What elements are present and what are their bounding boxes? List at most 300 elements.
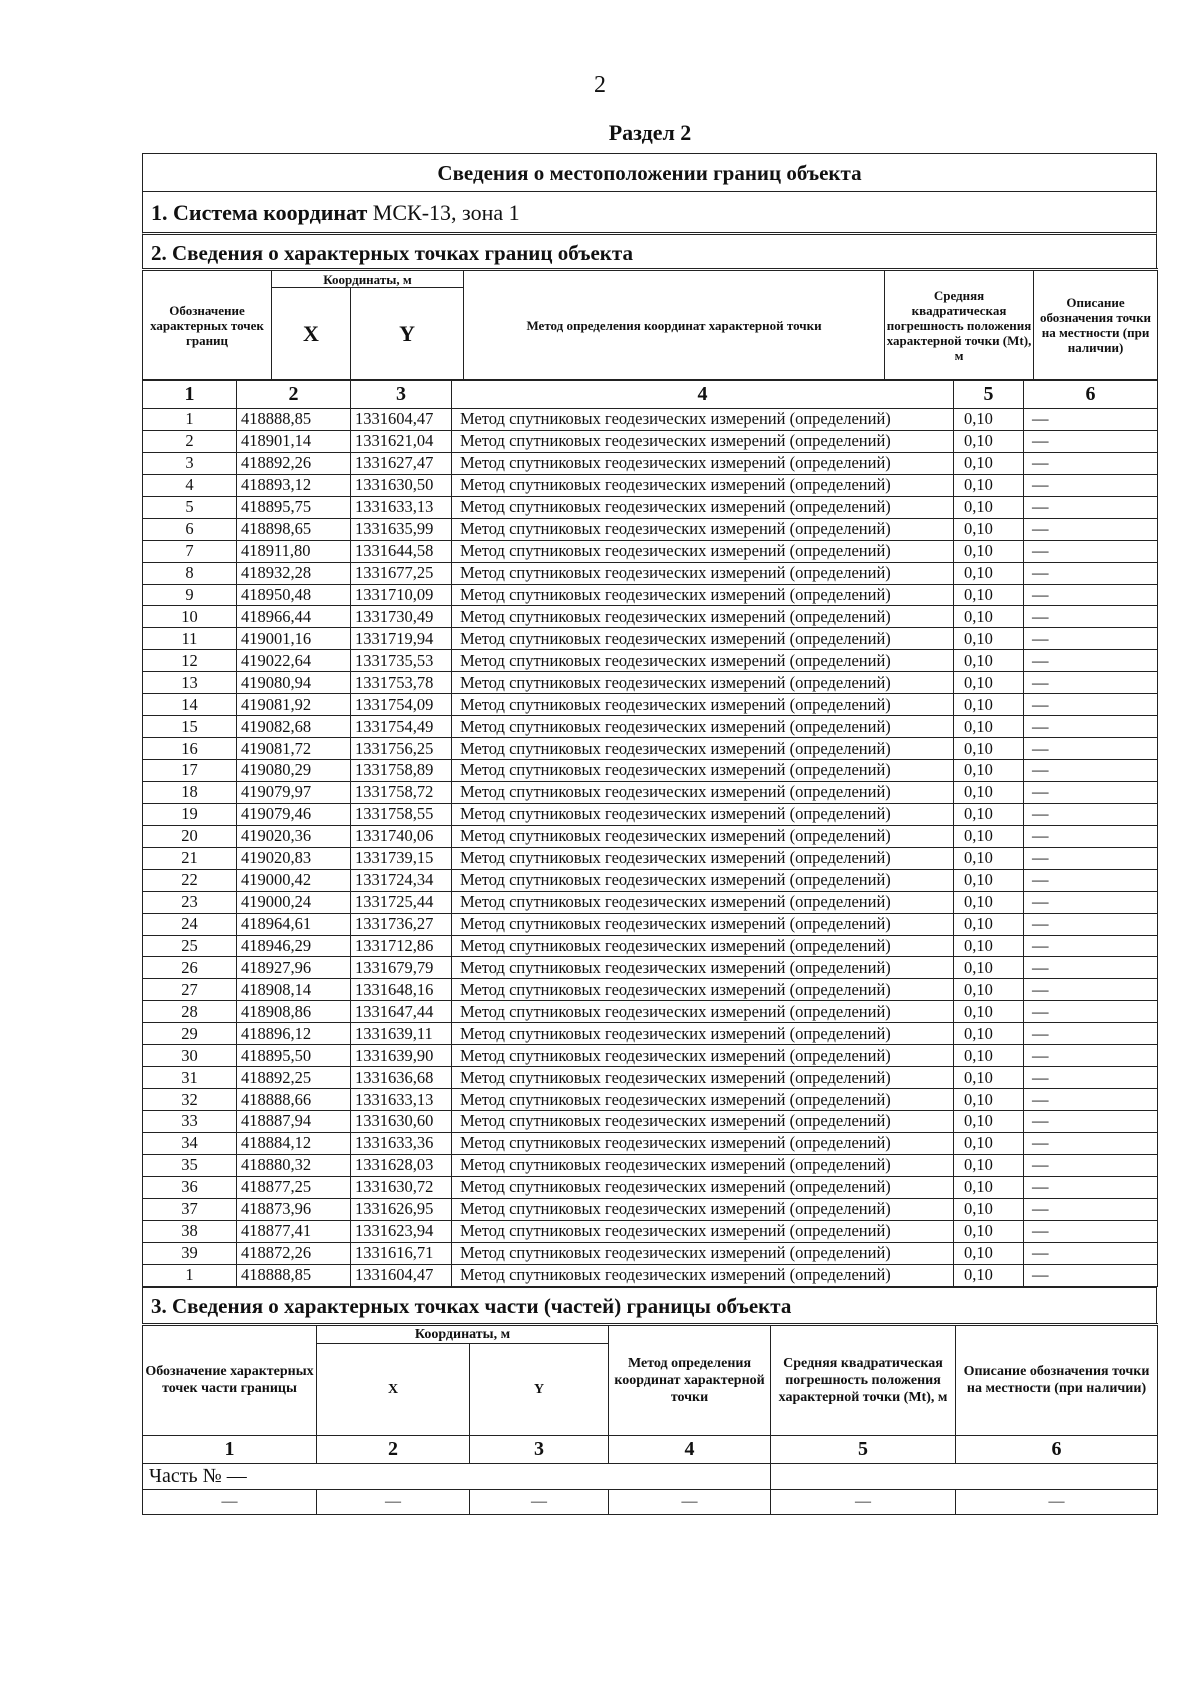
parts-column-number-5: 5	[771, 1435, 956, 1463]
table-row	[143, 584, 1158, 606]
point-id: 16	[143, 738, 237, 760]
error-value: 0,10	[954, 584, 1024, 606]
point-id: 14	[143, 694, 237, 716]
x-coordinate: 418877,41	[237, 1220, 351, 1242]
method: Метод спутниковых геодезических измерений (определений)	[452, 1176, 954, 1198]
y-coordinate: 1331604,47	[351, 1264, 452, 1286]
description: —	[1024, 540, 1158, 562]
table-row	[143, 913, 1158, 935]
x-coordinate: 419079,46	[237, 803, 351, 825]
method: Метод спутниковых геодезических измерений (определений)	[452, 957, 954, 979]
header-description: Описание обозначения точки на местности (при наличии)	[1034, 270, 1158, 380]
x-coordinate: 418873,96	[237, 1198, 351, 1220]
x-coordinate: 418892,25	[237, 1067, 351, 1089]
y-coordinate: 1331648,16	[351, 979, 452, 1001]
y-coordinate: 1331739,15	[351, 847, 452, 869]
table-row	[143, 518, 1158, 540]
y-coordinate: 1331756,25	[351, 738, 452, 760]
point-id: 15	[143, 716, 237, 738]
point-id: 37	[143, 1198, 237, 1220]
parts-header-x: X	[317, 1343, 470, 1435]
description: —	[1024, 869, 1158, 891]
description: —	[1024, 825, 1158, 847]
y-coordinate: 1331719,94	[351, 628, 452, 650]
point-id: 10	[143, 606, 237, 628]
y-coordinate: 1331626,95	[351, 1198, 452, 1220]
x-coordinate: 419020,36	[237, 825, 351, 847]
column-number-1: 1	[143, 381, 237, 409]
header-x: X	[272, 288, 351, 380]
x-coordinate: 419080,94	[237, 672, 351, 694]
y-coordinate: 1331628,03	[351, 1154, 452, 1176]
error-value: 0,10	[954, 1023, 1024, 1045]
boundary-info-block	[142, 153, 1157, 1515]
point-id: 6	[143, 518, 237, 540]
description: —	[1024, 430, 1158, 452]
point-id: 18	[143, 781, 237, 803]
method: Метод спутниковых геодезических измерений (определений)	[452, 452, 954, 474]
table-row	[143, 1242, 1158, 1264]
parts-header-y: Y	[470, 1343, 609, 1435]
point-id: 31	[143, 1067, 237, 1089]
error-value: 0,10	[954, 738, 1024, 760]
table-row	[143, 672, 1158, 694]
y-coordinate: 1331758,55	[351, 803, 452, 825]
y-coordinate: 1331627,47	[351, 452, 452, 474]
y-coordinate: 1331644,58	[351, 540, 452, 562]
y-coordinate: 1331736,27	[351, 913, 452, 935]
header-error: Средняя квадратическая погрешность положения характерной точки (Mt), м	[885, 270, 1034, 380]
method: Метод спутниковых геодезических измерений (определений)	[452, 1132, 954, 1154]
table-row	[143, 738, 1158, 760]
x-coordinate: 418888,85	[237, 409, 351, 431]
y-coordinate: 1331679,79	[351, 957, 452, 979]
y-coordinate: 1331758,72	[351, 781, 452, 803]
method: Метод спутниковых геодезических измерений (определений)	[452, 1111, 954, 1133]
x-coordinate: 419079,97	[237, 781, 351, 803]
x-coordinate: 418950,48	[237, 584, 351, 606]
point-id: 27	[143, 979, 237, 1001]
description: —	[1024, 716, 1158, 738]
points-section-title: 2. Сведения о характерных точках границ объекта	[142, 232, 1157, 268]
description: —	[1024, 562, 1158, 584]
error-value: 0,10	[954, 1067, 1024, 1089]
description: —	[1024, 1001, 1158, 1023]
description: —	[1024, 957, 1158, 979]
point-id: 19	[143, 803, 237, 825]
method: Метод спутниковых геодезических измерений (определений)	[452, 584, 954, 606]
y-coordinate: 1331735,53	[351, 650, 452, 672]
x-coordinate: 419000,24	[237, 891, 351, 913]
description: —	[1024, 1045, 1158, 1067]
point-id: 13	[143, 672, 237, 694]
x-coordinate: 418877,25	[237, 1176, 351, 1198]
y-coordinate: 1331712,86	[351, 935, 452, 957]
method: Метод спутниковых геодезических измерений (определений)	[452, 803, 954, 825]
method: Метод спутниковых геодезических измерений (определений)	[452, 847, 954, 869]
dash-cell: —	[609, 1489, 771, 1514]
point-id: 7	[143, 540, 237, 562]
method: Метод спутниковых геодезических измерений (определений)	[452, 825, 954, 847]
parts-table	[142, 1323, 1158, 1515]
y-coordinate: 1331604,47	[351, 409, 452, 431]
table-row	[143, 979, 1158, 1001]
error-value: 0,10	[954, 1176, 1024, 1198]
table-row	[143, 781, 1158, 803]
error-value: 0,10	[954, 935, 1024, 957]
table-row	[143, 496, 1158, 518]
error-value: 0,10	[954, 518, 1024, 540]
column-number-3: 3	[351, 381, 452, 409]
points-header-table	[142, 268, 1158, 380]
point-id: 12	[143, 650, 237, 672]
x-coordinate: 419001,16	[237, 628, 351, 650]
description: —	[1024, 979, 1158, 1001]
y-coordinate: 1331636,68	[351, 1067, 452, 1089]
method: Метод спутниковых геодезических измерений (определений)	[452, 869, 954, 891]
y-coordinate: 1331724,34	[351, 869, 452, 891]
column-number-6: 6	[1024, 381, 1158, 409]
error-value: 0,10	[954, 1198, 1024, 1220]
table-row	[143, 1132, 1158, 1154]
error-value: 0,10	[954, 1264, 1024, 1286]
y-coordinate: 1331753,78	[351, 672, 452, 694]
error-value: 0,10	[954, 760, 1024, 782]
coord-system	[142, 191, 1157, 232]
table-row	[143, 562, 1158, 584]
parts-header-designation: Обозначение характерных точек части границы	[143, 1324, 317, 1435]
parts-column-number-6: 6	[956, 1435, 1158, 1463]
table-row	[143, 935, 1158, 957]
table-row	[143, 409, 1158, 431]
error-value: 0,10	[954, 716, 1024, 738]
x-coordinate: 418927,96	[237, 957, 351, 979]
description: —	[1024, 672, 1158, 694]
description: —	[1024, 1132, 1158, 1154]
parts-header-error: Средняя квадратическая погрешность положения характерной точки (Mt), м	[771, 1324, 956, 1435]
description: —	[1024, 1067, 1158, 1089]
description: —	[1024, 847, 1158, 869]
y-coordinate: 1331630,50	[351, 474, 452, 496]
error-value: 0,10	[954, 562, 1024, 584]
method: Метод спутниковых геодезических измерений (определений)	[452, 540, 954, 562]
table-row	[143, 1067, 1158, 1089]
header-method: Метод определения координат характерной точки	[464, 270, 885, 380]
x-coordinate: 418932,28	[237, 562, 351, 584]
error-value: 0,10	[954, 1045, 1024, 1067]
table-row	[143, 474, 1158, 496]
x-coordinate: 418908,14	[237, 979, 351, 1001]
point-id: 34	[143, 1132, 237, 1154]
y-coordinate: 1331639,90	[351, 1045, 452, 1067]
table-row	[143, 957, 1158, 979]
x-coordinate: 419020,83	[237, 847, 351, 869]
description: —	[1024, 1023, 1158, 1045]
method: Метод спутниковых геодезических измерений (определений)	[452, 1045, 954, 1067]
parts-column-number-3: 3	[470, 1435, 609, 1463]
table-row	[143, 869, 1158, 891]
x-coordinate: 418887,94	[237, 1111, 351, 1133]
table-row	[143, 650, 1158, 672]
error-value: 0,10	[954, 694, 1024, 716]
description: —	[1024, 781, 1158, 803]
error-value: 0,10	[954, 628, 1024, 650]
description: —	[1024, 738, 1158, 760]
point-id: 22	[143, 869, 237, 891]
y-coordinate: 1331710,09	[351, 584, 452, 606]
parts-dash-row	[143, 1489, 1158, 1514]
error-value: 0,10	[954, 452, 1024, 474]
parts-header-description: Описание обозначения точки на местности (при наличии)	[956, 1324, 1158, 1435]
description: —	[1024, 1220, 1158, 1242]
column-numbers-row	[143, 381, 1158, 409]
point-id: 4	[143, 474, 237, 496]
error-value: 0,10	[954, 1132, 1024, 1154]
point-id: 17	[143, 760, 237, 782]
x-coordinate: 418895,50	[237, 1045, 351, 1067]
table-row	[143, 1220, 1158, 1242]
error-value: 0,10	[954, 606, 1024, 628]
x-coordinate: 418901,14	[237, 430, 351, 452]
table-row	[143, 540, 1158, 562]
description: —	[1024, 1264, 1158, 1286]
method: Метод спутниковых геодезических измерений (определений)	[452, 496, 954, 518]
point-id: 32	[143, 1089, 237, 1111]
y-coordinate: 1331633,36	[351, 1132, 452, 1154]
point-id: 8	[143, 562, 237, 584]
description: —	[1024, 1089, 1158, 1111]
x-coordinate: 418884,12	[237, 1132, 351, 1154]
description: —	[1024, 760, 1158, 782]
table-row	[143, 606, 1158, 628]
method: Метод спутниковых геодезических измерений (определений)	[452, 891, 954, 913]
method: Метод спутниковых геодезических измерений (определений)	[452, 979, 954, 1001]
point-id: 29	[143, 1023, 237, 1045]
point-id: 36	[143, 1176, 237, 1198]
error-value: 0,10	[954, 1089, 1024, 1111]
method: Метод спутниковых геодезических измерений (определений)	[452, 781, 954, 803]
error-value: 0,10	[954, 847, 1024, 869]
point-id: 1	[143, 1264, 237, 1286]
table-row	[143, 452, 1158, 474]
method: Метод спутниковых геодезических измерений (определений)	[452, 1001, 954, 1023]
x-coordinate: 419000,42	[237, 869, 351, 891]
parts-section-title: 3. Сведения о характерных точках части (частей) границы объекта	[142, 1287, 1157, 1323]
method: Метод спутниковых геодезических измерений (определений)	[452, 1089, 954, 1111]
error-value: 0,10	[954, 430, 1024, 452]
part-row	[143, 1463, 1158, 1489]
method: Метод спутниковых геодезических измерений (определений)	[452, 913, 954, 935]
x-coordinate: 419082,68	[237, 716, 351, 738]
section-title: Раздел 2	[608, 120, 692, 145]
x-coordinate: 418964,61	[237, 913, 351, 935]
dash-cell: —	[771, 1489, 956, 1514]
method: Метод спутниковых геодезических измерений (определений)	[452, 672, 954, 694]
point-id: 2	[143, 430, 237, 452]
table-row	[143, 1001, 1158, 1023]
x-coordinate: 418892,26	[237, 452, 351, 474]
description: —	[1024, 1242, 1158, 1264]
point-id: 3	[143, 452, 237, 474]
description: —	[1024, 891, 1158, 913]
x-coordinate: 418911,80	[237, 540, 351, 562]
parts-column-number-1: 1	[143, 1435, 317, 1463]
table-row	[143, 694, 1158, 716]
dash-cell: —	[143, 1489, 317, 1514]
description: —	[1024, 935, 1158, 957]
point-id: 11	[143, 628, 237, 650]
error-value: 0,10	[954, 869, 1024, 891]
description: —	[1024, 1198, 1158, 1220]
parts-column-numbers	[143, 1435, 1158, 1463]
dash-cell: —	[317, 1489, 470, 1514]
point-id: 39	[143, 1242, 237, 1264]
table-row	[143, 1176, 1158, 1198]
header-coords: Координаты, м	[272, 270, 464, 288]
x-coordinate: 418966,44	[237, 606, 351, 628]
parts-header-coords: Координаты, м	[317, 1324, 609, 1343]
y-coordinate: 1331635,99	[351, 518, 452, 540]
point-id: 20	[143, 825, 237, 847]
error-value: 0,10	[954, 474, 1024, 496]
y-coordinate: 1331677,25	[351, 562, 452, 584]
y-coordinate: 1331647,44	[351, 1001, 452, 1023]
x-coordinate: 419022,64	[237, 650, 351, 672]
x-coordinate: 418872,26	[237, 1242, 351, 1264]
error-value: 0,10	[954, 825, 1024, 847]
y-coordinate: 1331740,06	[351, 825, 452, 847]
error-value: 0,10	[954, 913, 1024, 935]
description: —	[1024, 1111, 1158, 1133]
description: —	[1024, 1154, 1158, 1176]
table-row	[143, 1045, 1158, 1067]
error-value: 0,10	[954, 1154, 1024, 1176]
table-row	[143, 1023, 1158, 1045]
point-id: 26	[143, 957, 237, 979]
description: —	[1024, 518, 1158, 540]
method: Метод спутниковых геодезических измерений (определений)	[452, 760, 954, 782]
method: Метод спутниковых геодезических измерений (определений)	[452, 1264, 954, 1286]
y-coordinate: 1331616,71	[351, 1242, 452, 1264]
error-value: 0,10	[954, 781, 1024, 803]
parts-column-number-4: 4	[609, 1435, 771, 1463]
method: Метод спутниковых геодезических измерений (определений)	[452, 694, 954, 716]
method: Метод спутниковых геодезических измерений (определений)	[452, 1154, 954, 1176]
x-coordinate: 418896,12	[237, 1023, 351, 1045]
description: —	[1024, 452, 1158, 474]
error-value: 0,10	[954, 803, 1024, 825]
parts-header-method: Метод определения координат характерной точки	[609, 1324, 771, 1435]
y-coordinate: 1331754,09	[351, 694, 452, 716]
table-row	[143, 1089, 1158, 1111]
method: Метод спутниковых геодезических измерений (определений)	[452, 562, 954, 584]
point-id: 24	[143, 913, 237, 935]
error-value: 0,10	[954, 496, 1024, 518]
x-coordinate: 419081,92	[237, 694, 351, 716]
description: —	[1024, 803, 1158, 825]
table-row	[143, 1154, 1158, 1176]
y-coordinate: 1331630,60	[351, 1111, 452, 1133]
method: Метод спутниковых геодезических измерений (определений)	[452, 518, 954, 540]
method: Метод спутниковых геодезических измерений (определений)	[452, 1023, 954, 1045]
error-value: 0,10	[954, 1220, 1024, 1242]
description: —	[1024, 1176, 1158, 1198]
table-row	[143, 1198, 1158, 1220]
x-coordinate: 419081,72	[237, 738, 351, 760]
dash-cell: —	[470, 1489, 609, 1514]
y-coordinate: 1331623,94	[351, 1220, 452, 1242]
description: —	[1024, 474, 1158, 496]
coord-system-value: МСК-13, зона 1	[372, 200, 520, 225]
point-id: 33	[143, 1111, 237, 1133]
column-number-4: 4	[452, 381, 954, 409]
method: Метод спутниковых геодезических измерений (определений)	[452, 935, 954, 957]
method: Метод спутниковых геодезических измерений (определений)	[452, 430, 954, 452]
table-row	[143, 1111, 1158, 1133]
table-row	[143, 803, 1158, 825]
table-row	[143, 891, 1158, 913]
description: —	[1024, 913, 1158, 935]
part-label: Часть № —	[143, 1463, 771, 1489]
header-designation: Обозначение характерных точек границ	[143, 270, 272, 380]
table-row	[143, 825, 1158, 847]
point-id: 1	[143, 409, 237, 431]
y-coordinate: 1331621,04	[351, 430, 452, 452]
column-number-5: 5	[954, 381, 1024, 409]
x-coordinate: 418946,29	[237, 935, 351, 957]
column-number-2: 2	[237, 381, 351, 409]
points-table	[142, 380, 1158, 1287]
method: Метод спутниковых геодезических измерений (определений)	[452, 716, 954, 738]
table-row	[143, 1264, 1158, 1286]
x-coordinate: 418895,75	[237, 496, 351, 518]
error-value: 0,10	[954, 891, 1024, 913]
error-value: 0,10	[954, 1111, 1024, 1133]
x-coordinate: 418880,32	[237, 1154, 351, 1176]
method: Метод спутниковых геодезических измерений (определений)	[452, 1242, 954, 1264]
y-coordinate: 1331639,11	[351, 1023, 452, 1045]
x-coordinate: 419080,29	[237, 760, 351, 782]
table-row	[143, 847, 1158, 869]
description: —	[1024, 650, 1158, 672]
point-id: 5	[143, 496, 237, 518]
point-id: 23	[143, 891, 237, 913]
method: Метод спутниковых геодезических измерений (определений)	[452, 1067, 954, 1089]
description: —	[1024, 409, 1158, 431]
x-coordinate: 418908,86	[237, 1001, 351, 1023]
point-id: 9	[143, 584, 237, 606]
method: Метод спутниковых геодезических измерений (определений)	[452, 1220, 954, 1242]
parts-column-number-2: 2	[317, 1435, 470, 1463]
description: —	[1024, 628, 1158, 650]
table-row	[143, 760, 1158, 782]
point-id: 35	[143, 1154, 237, 1176]
method: Метод спутниковых геодезических измерений (определений)	[452, 650, 954, 672]
description: —	[1024, 584, 1158, 606]
coord-system-label: 1. Система координат	[151, 200, 368, 225]
x-coordinate: 418898,65	[237, 518, 351, 540]
y-coordinate: 1331754,49	[351, 716, 452, 738]
method: Метод спутниковых геодезических измерений (определений)	[452, 628, 954, 650]
part-empty-cell	[771, 1463, 1158, 1489]
point-id: 25	[143, 935, 237, 957]
table-row	[143, 628, 1158, 650]
error-value: 0,10	[954, 957, 1024, 979]
point-id: 38	[143, 1220, 237, 1242]
page-number: 2	[594, 72, 606, 98]
description: —	[1024, 694, 1158, 716]
y-coordinate: 1331630,72	[351, 1176, 452, 1198]
